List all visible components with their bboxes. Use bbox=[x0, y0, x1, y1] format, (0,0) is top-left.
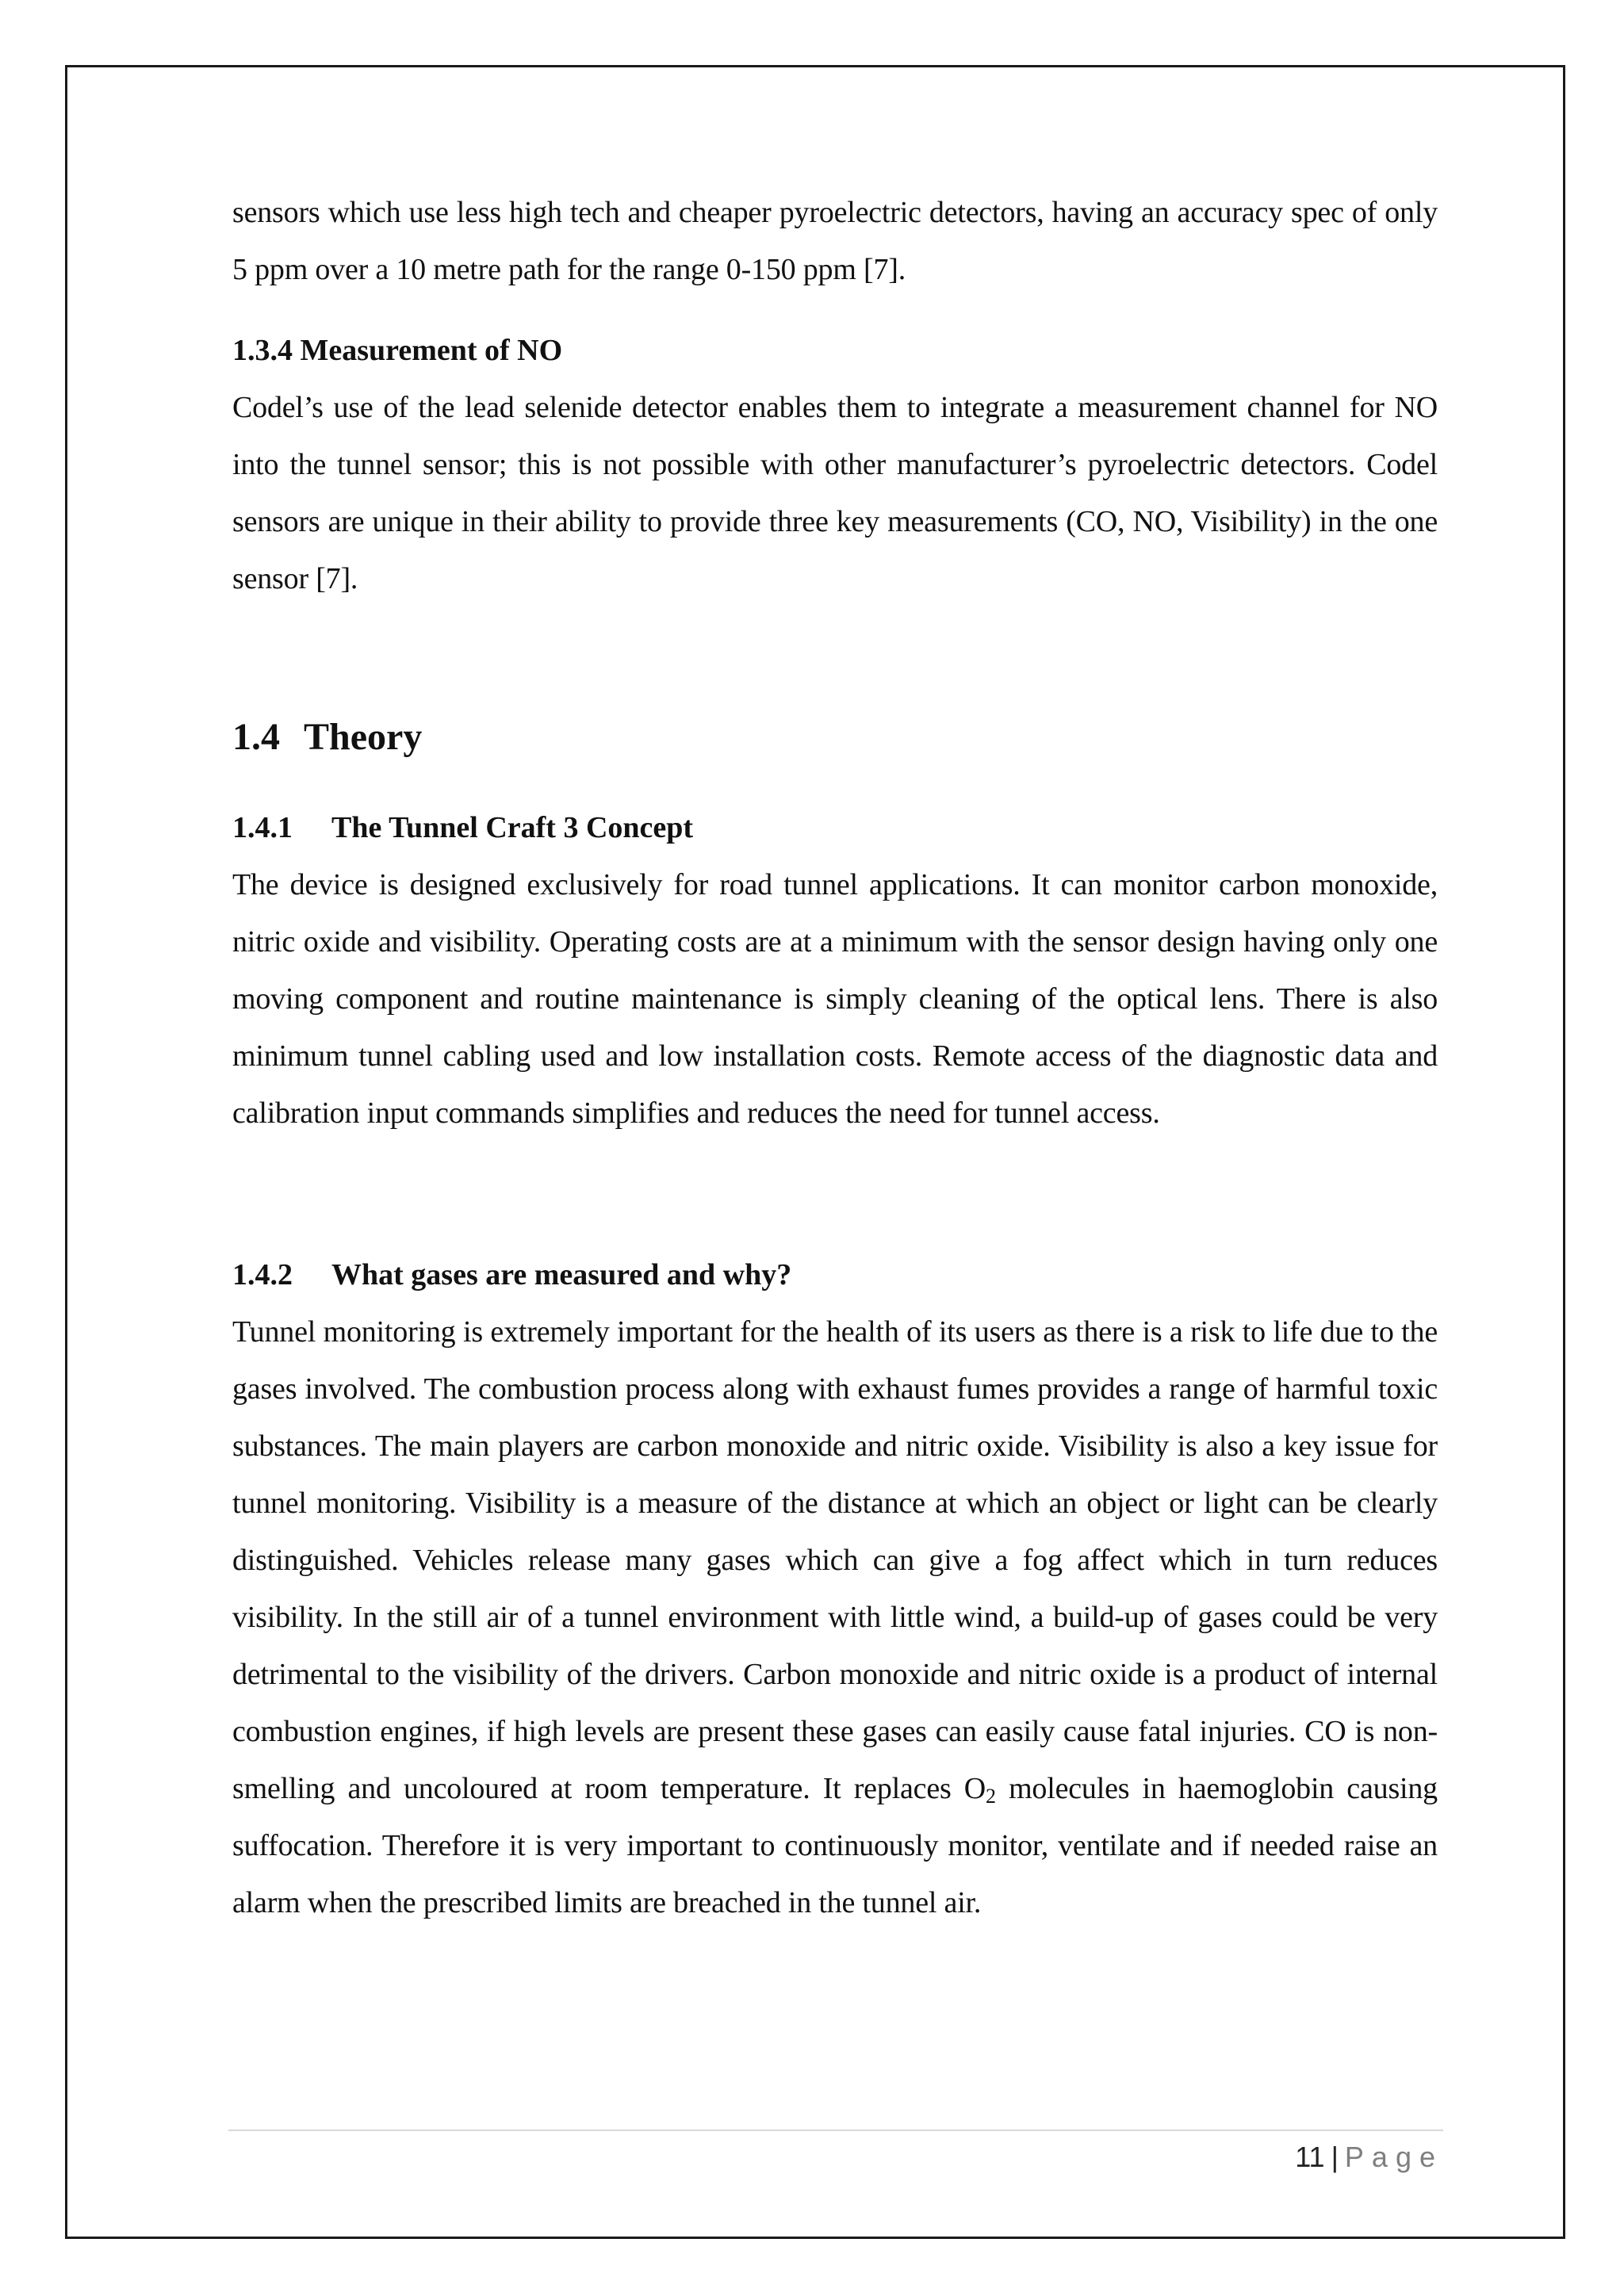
subscript-2: 2 bbox=[986, 1785, 996, 1808]
paragraph-text-part2: molecules in haemoglobin causing suffocation. Therefore it is very important to continuously monitor, ventilate and if needed raise an alarm when the prescribed limits are breached in the tunnel air. bbox=[232, 1772, 1438, 1919]
page-label: Page bbox=[1344, 2141, 1443, 2173]
subsection-number: 1.4.1 bbox=[232, 811, 293, 844]
heading-1-4-2 bbox=[232, 1246, 1438, 1303]
section-title: Theory bbox=[304, 716, 423, 758]
intro-paragraph: sensors which use less high tech and cheaper pyroelectric detectors, having an accuracy spec of only 5 ppm over a 10 metre path for the range 0-150 ppm [7]. bbox=[232, 196, 1438, 286]
page-number: 11 bbox=[1295, 2141, 1325, 2173]
paragraph-tunnel-craft-concept: The device is designed exclusively for road tunnel applications. It can monitor carbon monoxide, nitric oxide and visibility. Operating costs are at a minimum with the sensor design having only one moving component and routine maintenance is simply cleaning of the optical lens. There is also minimum tunnel cabling used and low installation costs. Remote access of the diagnostic data and calibration input commands simplifies and reduces the need for tunnel access. bbox=[232, 868, 1438, 1130]
page-footer bbox=[1295, 2141, 1443, 2174]
paragraph-gases-measured bbox=[232, 1303, 1438, 1931]
section-number: 1.4 bbox=[232, 716, 280, 758]
heading-1-4-1 bbox=[232, 799, 1438, 856]
footer-separator: | bbox=[1331, 2141, 1339, 2173]
heading-1-3-4: 1.3.4 Measurement of NO bbox=[232, 334, 563, 367]
subsection-number: 1.4.2 bbox=[232, 1258, 293, 1292]
paragraph-measurement-of-no: Codel’s use of the lead selenide detector enables them to integrate a measurement channel for NO into the tunnel sensor; this is not possible with other manufacturer’s pyroelectric detectors. Codel sensors are unique in their ability to provide three key measurements (CO, NO, Visibility) in the one sensor [7]. bbox=[232, 391, 1438, 595]
footer-divider bbox=[228, 2130, 1443, 2131]
page-content bbox=[232, 184, 1438, 1931]
section-heading-1-4 bbox=[232, 709, 1438, 766]
paragraph-text-part1: Tunnel monitoring is extremely important for the health of its users as there is a risk to life due to the gases involved. The combustion process along with exhaust fumes provides a range of harmful toxic substances. The main players are carbon monoxide and nitric oxide. Visibility is also a key issue for tunnel monitoring. Visibility is a measure of the distance at which an object or light can be clearly distinguished. Vehicles release many gases which can give a fog affect which in turn reduces visibility. In the still air of a tunnel environment with little wind, a build-up of gases could be very detrimental to the visibility of the drivers. Carbon monoxide and nitric oxide is a product of internal combustion engines, if high levels are present these gases can easily cause fatal injuries. CO is non-smelling and uncoloured at room temperature. It replaces O bbox=[232, 1315, 1438, 1805]
subsection-title: What gases are measured and why? bbox=[331, 1258, 792, 1292]
subsection-title: The Tunnel Craft 3 Concept bbox=[331, 811, 694, 844]
